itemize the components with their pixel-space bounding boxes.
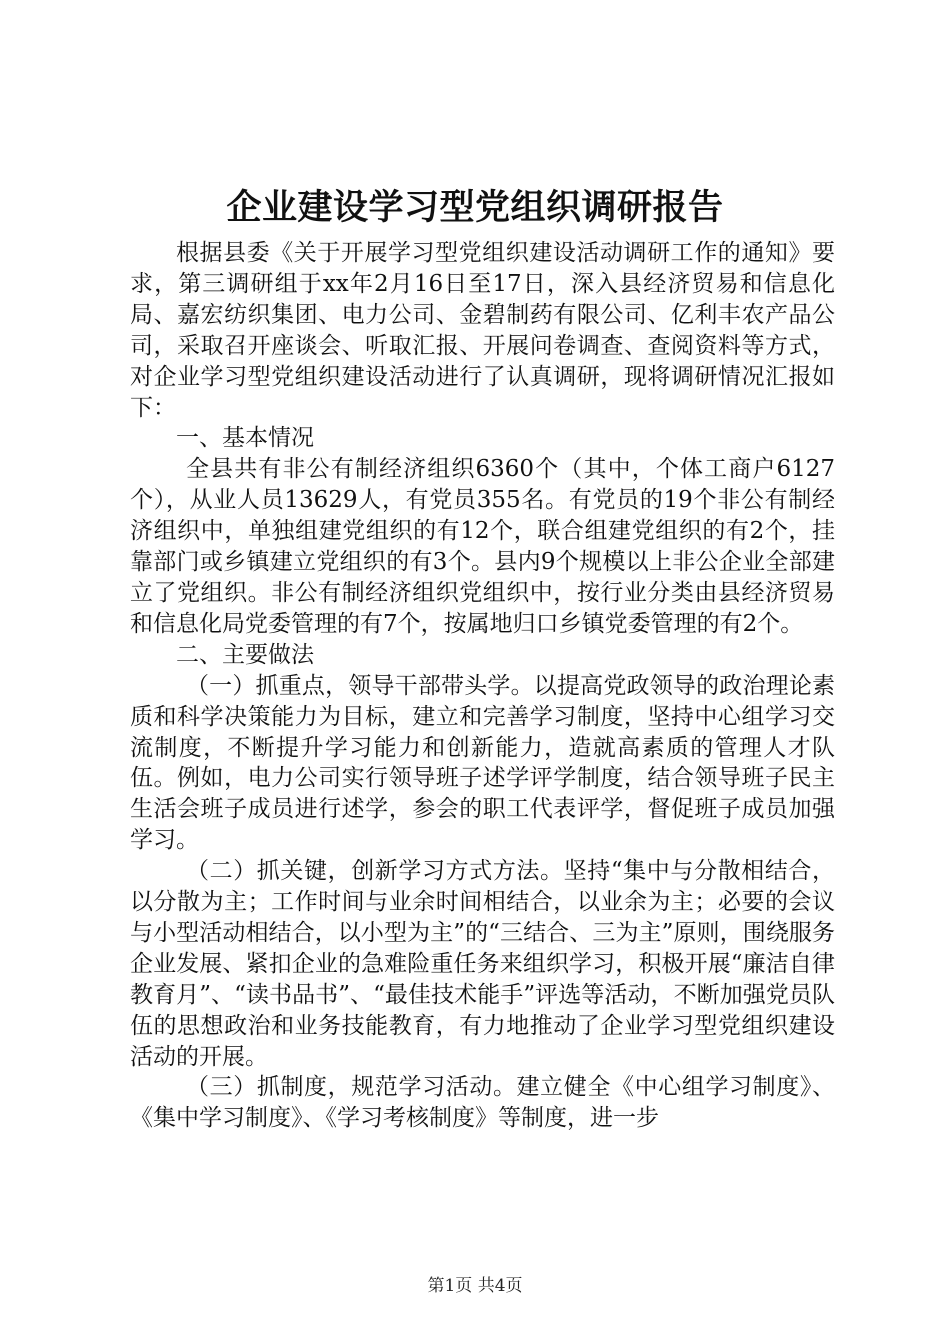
section-heading-basic-situation: 一、基本情况 <box>176 425 314 452</box>
practice-paragraph-2: （二）抓关键，创新学习方式方法。坚持“集中与分散相结合，以分散为主；工作时间与业余时间相结合，以业余为主；必要的会议与小型活动相结合，以小型为主”的“三结合、三为主”原则，围绕服务企业发展、紧扣企业的急难险重任务来组织学习，积极开展“廉洁自律教育月”、“读书品书”、“最佳技术能手”评选等活动，不断加强党员队伍的思想政治和业务技能教育，有力地推动了企业学习型党组织建设活动的开展。 <box>130 858 835 1070</box>
document-title: 企业建设学习型党组织调研报告 <box>226 187 724 228</box>
practice-paragraph-3: （三）抓制度，规范学习活动。建立健全《中心组学习制度》、《集中学习制度》、《学习考核制度》等制度，进一步 <box>130 1074 835 1132</box>
section-heading-main-practices: 二、主要做法 <box>176 641 314 668</box>
basic-situation-paragraph: 全县共有非公有制经济组织6360个（其中，个体工商户6127个），从业人员13629人，有党员355名。有党员的19个非公有制经济组织中，单独组建党组织的有12个，联合组建党组织的有2个，挂靠部门或乡镇建立党组织的有3个。县内9个规模以上非公企业全部建立了党组织。非公有制经济组织党组织中，按行业分类由县经济贸易和信息化局党委管理的有7个，按属地归口乡镇党委管理的有2个。 <box>130 456 835 637</box>
intro-paragraph: 根据县委《关于开展学习型党组织建设活动调研工作的通知》要求，第三调研组于xx年2月16日至17日，深入县经济贸易和信息化局、嘉宏纺织集团、电力公司、金碧制药有限公司、亿利丰农产品公司，采取召开座谈会、听取汇报、开展问卷调查、查阅资料等方式，对企业学习型党组织建设活动进行了认真调研，现将调研情况汇报如下： <box>130 240 835 421</box>
page-number-footer: 第1页 共4页 <box>427 1276 523 1296</box>
practice-paragraph-1: （一）抓重点，领导干部带头学。以提高党政领导的政治理论素质和科学决策能力为目标，建立和完善学习制度，坚持中心组学习交流制度，不断提升学习能力和创新能力，造就高素质的管理人才队伍。例如，电力公司实行领导班子述学评学制度，结合领导班子民主生活会班子成员进行述学，参会的职工代表评学，督促班子成员加强学习。 <box>130 672 835 854</box>
document-body <box>130 238 835 1134</box>
